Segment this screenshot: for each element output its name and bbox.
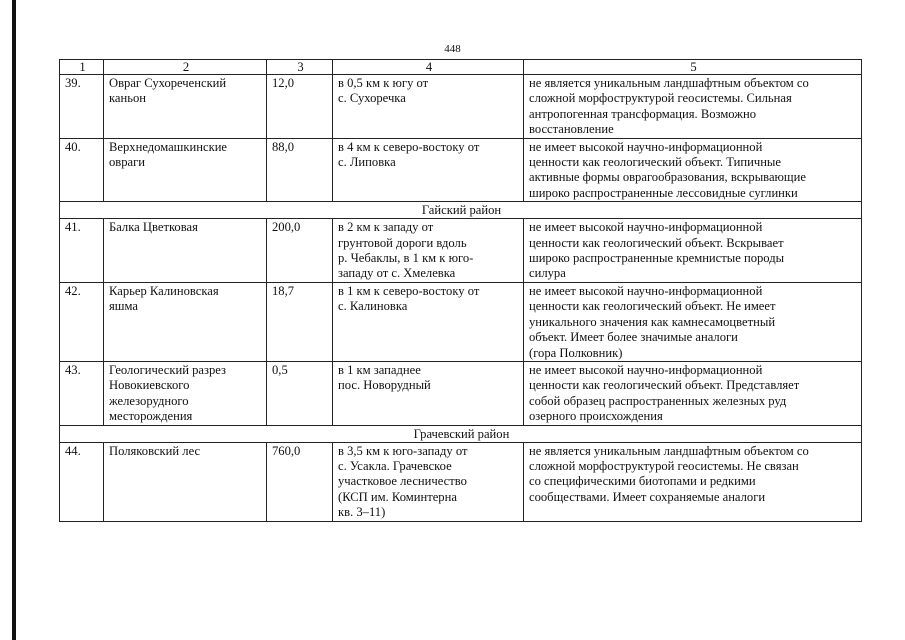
object-area: 200,0	[267, 219, 333, 283]
row-number: 43.	[60, 361, 104, 425]
table-row	[60, 361, 862, 425]
section-title: Гайский район	[60, 202, 862, 219]
table-header-row	[60, 60, 862, 75]
column-header: 3	[267, 60, 333, 75]
table-row	[60, 75, 862, 139]
row-number: 41.	[60, 219, 104, 283]
table-row	[60, 138, 862, 202]
object-description: не является уникальным ландшафтным объектом со сложной морфоструктурой геосистемы. Сильная антропогенная трансформация. Возможно восстановление	[524, 75, 862, 139]
section-title: Грачевский район	[60, 425, 862, 442]
object-location: в 4 км к северо-востоку от с. Липовка	[333, 138, 524, 202]
column-header: 2	[104, 60, 267, 75]
row-number: 42.	[60, 282, 104, 361]
column-header: 1	[60, 60, 104, 75]
object-area: 88,0	[267, 138, 333, 202]
object-name: Поляковский лес	[104, 442, 267, 521]
object-name: Овраг Сухореченский каньон	[104, 75, 267, 139]
table-row	[60, 282, 862, 361]
object-area: 760,0	[267, 442, 333, 521]
object-description: не имеет высокой научно-информационной ценности как геологический объект. Типичные активные формы оврагообразования, вскрывающие широко распространенные лессовидные суглинки	[524, 138, 862, 202]
table-row	[60, 219, 862, 283]
object-location: в 3,5 км к юго-западу от с. Усакла. Грачевское участковое лесничество (КСП им. Коминтерна кв. 3–11)	[333, 442, 524, 521]
object-description: не имеет высокой научно-информационной ценности как геологический объект. Вскрывает широко распространенные кремнистые породы силура	[524, 219, 862, 283]
scan-edge	[12, 0, 16, 640]
object-name: Верхнедомашкинские овраги	[104, 138, 267, 202]
column-header: 4	[333, 60, 524, 75]
page-number: 448	[444, 43, 461, 55]
objects-table	[59, 59, 862, 522]
row-number: 40.	[60, 138, 104, 202]
object-area: 0,5	[267, 361, 333, 425]
object-name: Балка Цветковая	[104, 219, 267, 283]
object-area: 18,7	[267, 282, 333, 361]
object-description: не имеет высокой научно-информационной ценности как геологический объект. Представляет собой образец распространенных железных руд озерного происхождения	[524, 361, 862, 425]
section-row	[60, 425, 862, 442]
object-name: Геологический разрез Новокиевского железорудного месторождения	[104, 361, 267, 425]
object-area: 12,0	[267, 75, 333, 139]
object-description: не является уникальным ландшафтным объектом со сложной морфоструктурой геосистемы. Не связан со специфическими биотопами и редкими сообществами. Имеет сохраняемые аналоги	[524, 442, 862, 521]
object-location: в 2 км к западу от грунтовой дороги вдоль р. Чебаклы, в 1 км к юго- западу от с. Хмелевка	[333, 219, 524, 283]
row-number: 44.	[60, 442, 104, 521]
column-header: 5	[524, 60, 862, 75]
object-name: Карьер Калиновская яшма	[104, 282, 267, 361]
section-row	[60, 202, 862, 219]
object-location: в 1 км к северо-востоку от с. Калиновка	[333, 282, 524, 361]
object-location: в 0,5 км к югу от с. Сухоречка	[333, 75, 524, 139]
object-location: в 1 км западнее пос. Новорудный	[333, 361, 524, 425]
row-number: 39.	[60, 75, 104, 139]
object-description: не имеет высокой научно-информационной ценности как геологический объект. Не имеет уникального значения как камнесамоцветный объект. Имеет более значимые аналоги (гора Полковник)	[524, 282, 862, 361]
table-row	[60, 442, 862, 521]
